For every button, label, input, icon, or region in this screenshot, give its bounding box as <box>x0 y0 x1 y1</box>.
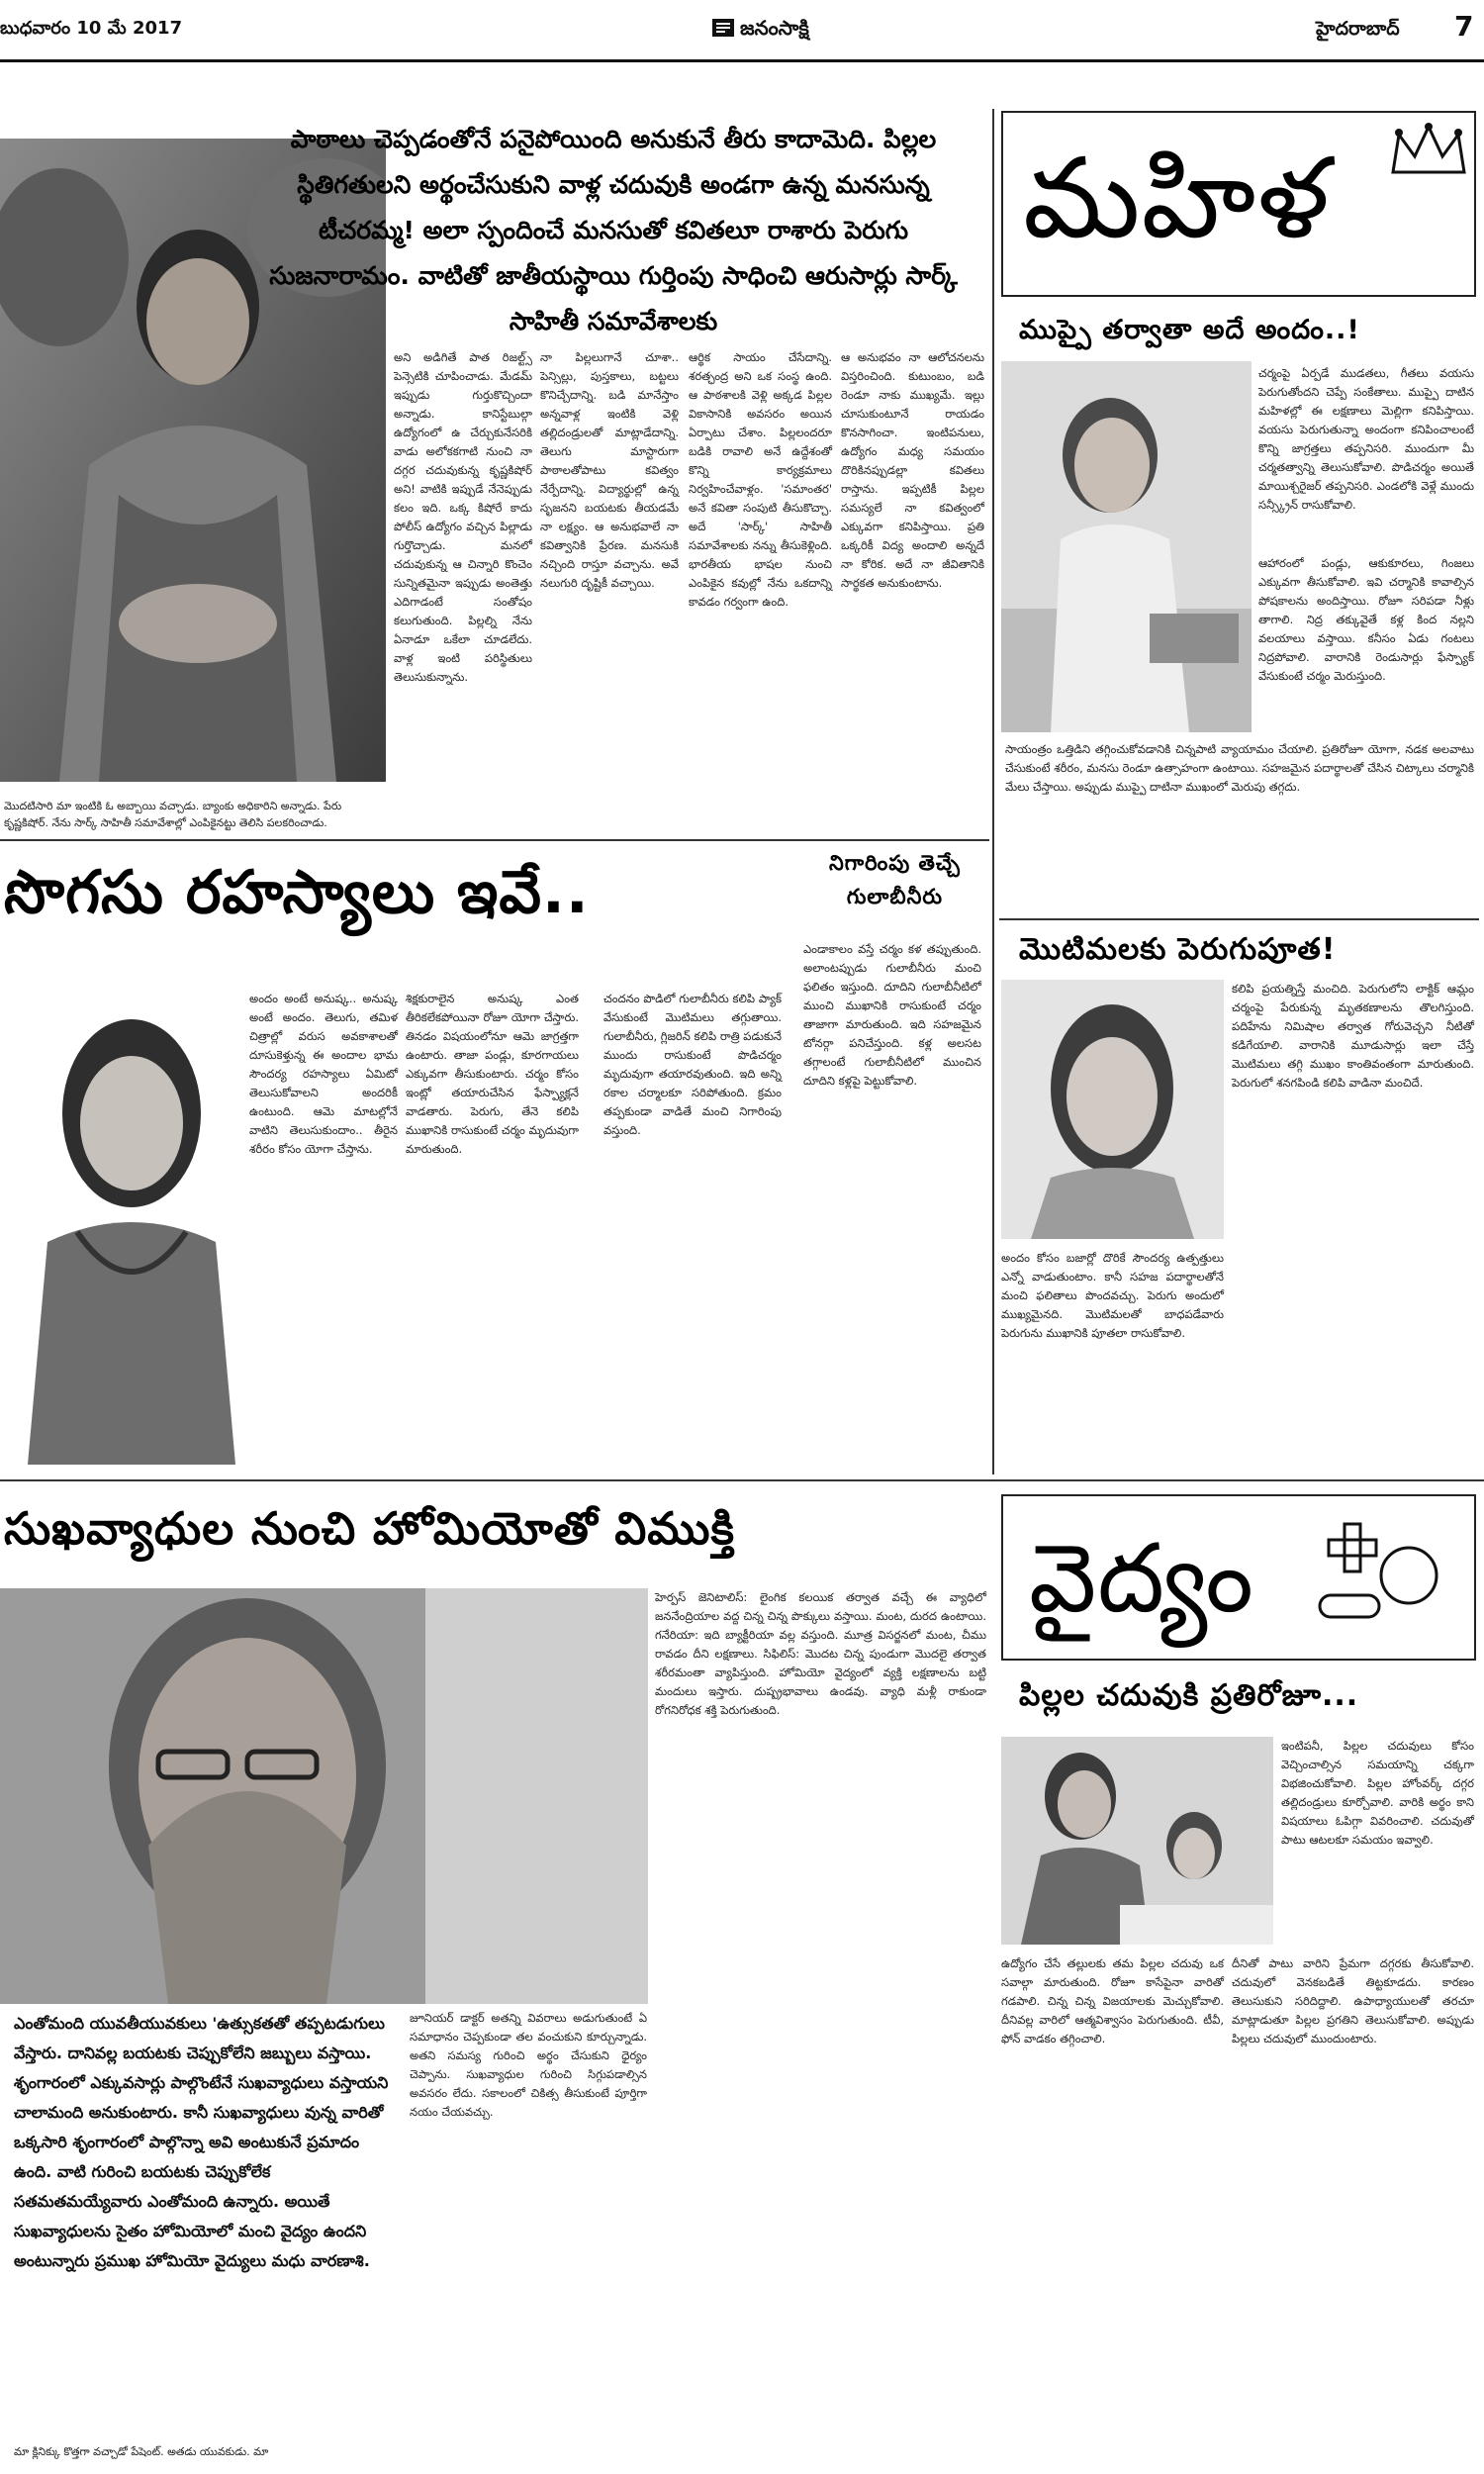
vaidyam-col-3: దీనితో పాటు వారిని ప్రేమగా దగ్గరకు తీసుకోవాలి. చదువులో వెనకబడితే తిట్టకూడదు. కారణం తెలుసుకుని సరిదిద్దాలి. ఉపాధ్యాయులతో తరచూ మాట్లాడుతూ పిల్లల ప్రగతిని తెలుసుకోవాలి. అప్పుడు పిల్లలు చదువులో ముందుంటారు. <box>1232 1956 1474 2046</box>
beauty-col-3: ఎండాకాలం వస్తే చర్మం కళ తప్పుతుంది. అలాంటప్పుడు గులాబీనీరు మంచి ఫలితం ఇస్తుంది. దూదిని గులాబీనీటిలో ముంచి ముఖానికి రాసుకుంటే చర్మం తాజాగా మారుతుంది. ఇది సహజమైన టోనర్గా పనిచేస్తుంది. కళ్ల అలసట తగ్గాలంటే గులాబీనీటిలో ముంచిన దూదిని కళ్లపై పెట్టుకోవాలి. <box>803 942 981 1088</box>
masthead-rule <box>0 59 1484 62</box>
mahila-col-2: ఆహారంలో పండ్లు, ఆకుకూరలు, గింజలు ఎక్కువగా తీసుకోవాలి. ఇవి చర్మానికి కావాల్సిన పోషకాలను అందిస్తాయి. రోజూ సరిపడా నీళ్లు తాగాలి. నిద్ర తక్కువైతే కళ్ల కింద నల్లని వలయాలు వస్తాయి. కనీసం ఏడు గంటలు నిద్రపోవాలి. వారానికి రెండుసార్లు ఫేస్ప్యాక్ వేసుకుంటే చర్మం మెరుస్తుంది. <box>1258 556 1474 683</box>
beauty-col-4: చందనం పొడిలో గులాబీనీరు కలిపి ప్యాక్ వేసుకుంటే మొటిమలు తగ్గుతాయి. గులాబీనీరు, గ్లిజరిన్ కలిపి రాత్రి పడుకునే ముందు రాసుకుంటే పొడిచర్మం మృదువుగా తయారవుతుంది. ఇది అన్ని రకాల చర్మాలకూ సరిపోతుంది. క్రమం తప్పకుండా వాడితే మంచి నిగారింపు వస్తుంది. <box>603 992 782 1137</box>
beauty-sub-headline: నిగారింపు తెచ్చే గులాబీనీరు <box>829 851 961 908</box>
acne-headline: మొటిమలకు పెరుగుపూత! <box>1019 932 1337 967</box>
mahila-col-1: చర్మంపై ఏర్పడే ముడతలు, గీతలు వయసు పెరుగుతోందని చెప్పే సంకేతాలు. ముప్పై దాటిన మహిళల్లో ఈ లక్షణాలు మెల్లిగా కనిపిస్తాయి. వయసు పెరుగుతున్నా అందంగా కనిపించాలంటే కొన్ని జాగ్రత్తలు తప్పనిసరి. ముందుగా మీ చర్మతత్వాన్ని తెలుసుకోవాలి. పొడిచర్మం అయితే మాయిశ్చరైజర్ తప్పనిసరి. ఎండలోకి వెళ్లే ముందు సన్స్క్రీన్ రాసుకోవాలి. <box>1258 366 1474 512</box>
mother-child-photo <box>1001 1737 1273 1945</box>
mahila-section-title: మహిళ <box>1023 135 1331 263</box>
health-lede-box <box>14 2009 400 2276</box>
vaidyam-section-banner <box>1001 1494 1476 1661</box>
health-col-3: హెర్పస్ జెనిటాలిస్: లైంగిక కలయిక తర్వాత వచ్చే ఈ వ్యాధిలో జననేంద్రియాల వద్ద చిన్న చిన్న పొక్కులు వస్తాయి. మంట, దురద ఉంటాయి. గనేరియా: ఇది బ్యాక్టీరియా వల్ల వస్తుంది. మూత్ర విసర్జనలో మంట, చీము రావడం దీని లక్షణాలు. సిఫిలిస్: మొదట చిన్న పుండుగా మొదలై తర్వాత శరీరమంతా వ్యాపిస్తుంది. హోమియో వైద్యంలో వ్యక్తి లక్షణాలను బట్టి మందులు ఇస్తారు. దుష్ప్రభావాలు ఉండవు. వ్యాధి మళ్లీ రాకుండా రోగనిరోధక శక్తి పెరుగుతుంది. <box>655 1590 986 1717</box>
masthead <box>0 0 1484 59</box>
masthead-city: హైదరాబాద్ <box>1316 18 1400 40</box>
feature-body <box>394 348 987 804</box>
acne-col-1: అందం కోసం బజార్లో దొరికే సౌందర్య ఉత్పత్తులు ఎన్నో వాడుతుంటాం. కానీ సహజ పదార్థాలతోనే మంచి ఫలితాలు పొందవచ్చు. పెరుగు అందులో ముఖ్యమైనది. మొటిమలతో బాధపడేవారు పెరుగును ముఖానికి పూతలా రాసుకోవాలి. <box>1001 1251 1224 1340</box>
feature-col-3: ఆర్థిక సాయం చేసేదాన్ని. శరత్ఛంద్ర అని ఒక సంస్థ ఉంది. ఆ పాఠశాలకి వెళ్లి అక్కడ పిల్లల వికాసానికి అవసరం అయిన ఏర్పాటు చేశాం. పిల్లలందరూ బడికి రావాలి అనే ఉద్దేశంతో కొన్ని కార్యక్రమాలు నిర్వహించేవాళ్లం. 'సమాంతర' అనే కవితా సంపుటి తీసుకొచ్చా. అదే 'సార్క్' సాహితీ సమావేశాలకు నన్ను తీసుకెళ్లింది. భారతీయ భాషల నుంచి ఎంపికైన కవుల్లో నేను ఒకదాన్ని కావడం గర్వంగా ఉంది. <box>689 350 832 609</box>
medical-cross-icon <box>1300 1516 1448 1639</box>
feature-lede <box>247 117 979 335</box>
actress-photo <box>8 985 245 1465</box>
mahila-body <box>1258 364 1478 515</box>
beauty-col-2: శిక్షకురాలైన అనుష్క ఎంత తీరికలేకపోయినా రోజూ యోగా చేస్తారు. తినడం విషయంలోనూ ఆమె జాగ్రత్తగా ఉంటారు. తాజా పండ్లు, కూరగాయలు ఎక్కువగా తీసుకుంటారు. చర్మం కోసం ఇంట్లో తయారుచేసిన ఫేస్ప్యాక్లనే వాడతారు. పెరుగు, తేనె కలిపి ముఖానికి రాసుకుంటే చర్మం మృదువుగా మారుతుంది. <box>406 992 579 1156</box>
worried-man-photo <box>0 1588 648 2004</box>
health-lede-text: ఎంతోమంది యువతీయువకులు 'ఉత్సుకతతో తప్పటడుగులు వేస్తారు. దానివల్ల బయటకు చెప్పుకోలేని జబ్బులు వస్తాయి. శృంగారంలో ఎక్కువసార్లు పాల్గొంటేనే సుఖవ్యాధులు వస్తాయని చాలామంది అనుకుంటారు. కానీ సుఖవ్యాధులు వున్న వారితో ఒక్కసారి శృంగారంలో పాల్గొన్నా అవి అంటుకునే ప్రమాదం ఉంది. వాటి గురించి బయటకు చెప్పుకోలేక సతమతమయ్యేవారు ఎంతోమంది ఉన్నారు. అయితే సుఖవ్యాధులను సైతం హోమియోలో మంచి వైద్యం ఉందని అంటున్నారు ప్రముఖ హోమియో వైద్యులు మధు వారణాశి. <box>14 2014 389 2270</box>
feature-lede-text: పాఠాలు చెప్పడంతోనే పనైపోయింది అనుకునే తీరు కాదామెది. పిల్లల స్థితిగతులని అర్థంచేసుకుని వాళ్ల చదువుకి అండగా ఉన్న మనసున్న టీచరమ్మ! అలా స్పందించే మనసుతో కవితలూ రాశారు పెరుగు సుజనారామం. వాటితో జాతీయస్థాయి గుర్తింపు సాధించి ఆరుసార్లు సార్క్ సాహితీ సమావేశాలకు <box>269 125 958 335</box>
vaidyam-headline: పిల్లల చదువుకి ప్రతిరోజూ... <box>1019 1678 1359 1713</box>
beauty-col-1: అందం అంటే అనుష్క.. అనుష్క అంటే అందం. తెలుగు, తమిళ చిత్రాల్లో వరుస అవకాశాలతో దూసుకెళ్తున్న ఈ అందాల భామ సౌందర్య రహస్యాలు ఏమిటో తెలుసుకోవాలని అందరికీ ఉంటుంది. ఆమె మాటల్లోనే వాటిని తెలుసుకుందాం.. తీరైన శరీరం కోసం యోగా చేస్తాను. <box>249 992 398 1156</box>
smiling-woman-photo <box>1001 361 1252 732</box>
vaidyam-col-1: ఇంటిపనీ, పిల్లల చదువులు కోసం వెచ్చించాల్సిన సమయాన్ని చక్కగా విభజించుకోవాలి. పిల్లల హోంవర్క్ దగ్గర తల్లిదండ్రులు కూర్చోవాలి. వారికి అర్థం కాని విషయాలు ఓపిగ్గా వివరించాలి. చదువుతో పాటు ఆటలకూ సమయం ఇవ్వాలి. <box>1281 1739 1474 1847</box>
vaidyam-col-2: ఉద్యోగం చేసే తల్లులకు తమ పిల్లల చదువు ఒక సవాల్గా మారుతుంది. రోజూ కాసేపైనా వారితో గడపాలి. చిన్న చిన్న విజయాలకు మెచ్చుకోవాలి. దీనివల్ల వారిలో ఆత్మవిశ్వాసం పెరుగుతుంది. టీవీ, ఫోన్ వాడకం తగ్గించాలి. <box>1001 1956 1224 2046</box>
page-number: 7 <box>1454 10 1474 43</box>
section-rule-3 <box>0 1479 1484 1481</box>
feature-col-1: అని అడిగితే పాత రిజల్ట్స్ పెన్సెటికి చూపించాడు. మేడమ్ ఇప్పుడు గుర్తుకొచ్చిందా అన్నాడు. కానిస్టేబుల్గా ఉద్యోగంలో ఉ చేర్చుకునేసరికి వాడు అలోకకగాటి నుంచి నా దగ్గర చదువుకున్న కృష్ణకిషోర్ అని! వాటికి ఇప్పుడే నేనెప్పుడు కలం ఇది. ఒక్క కిషోరే కాదు పోలీస్ ఉద్యోగం వచ్చిన పిల్లాడు గుర్తొచ్చాడు. మనలో చదువుకున్న ఆ చిన్నారి కొంచెం సున్నితమైనా ఇప్పుడు అంతెత్తు ఎదిగాడంటే సంతోషం కలుగుతుంది. పిల్లల్ని నేను ఏనాడూ ఒకేలా చూడలేదు. వాళ్ల ఇంటి పరిస్థితులు తెలుసుకున్నాను. <box>394 350 532 684</box>
feature-col-2: నా పిల్లలుగానే చూశా.. పెన్సిల్లు, పుస్తకాలు, బట్టలు కొనిచ్చేదాన్ని. బడి మానేస్తాం అన్నవాళ్ల ఇంటికి వెళ్లి తల్లిదండ్రులతో మాట్లాడేదాన్ని. తెలుగు మాస్టారుగా పాఠాలతోపాటు కవిత్వం నేర్పేదాన్ని. విద్యార్థుల్లో ఉన్న సృజనని బయటకు తీయడమే నా లక్ష్యం. ఆ అనుభవాలే నా కవిత్వానికి ప్రేరణ. మనసుకి నచ్చింది రాస్తూ వచ్చాను. అవే నలుగురి దృష్టికీ వచ్చాయి. <box>540 350 679 590</box>
column-divider <box>992 109 994 1475</box>
feature-caption: మొదటిసారి మా ఇంటికి ఓ అబ్బాయి వచ్చాడు. బ్యాంకు అధికారిని అన్నాడు. పేరు కృష్ణకిషోర్. నేను సార్క్ సాహితీ సమావేశాల్లో ఎంపికైనట్టు తెలిసి పలకరించాడు. <box>4 800 342 829</box>
crown-icon <box>1389 123 1468 186</box>
beauty-headline: సొగసు రహస్యాలు ఇవే.. <box>4 858 590 927</box>
mahila-section-banner <box>1001 111 1476 297</box>
vaidyam-section-title: వైద్యం <box>1029 1523 1254 1634</box>
acne-col-2: కలిపి ప్రయత్నిస్తే మంచిది. పెరుగులోని లాక్టిక్ ఆమ్లం చర్మంపై పేరుకున్న మృతకణాలను తొలగిస్తుంది. పదిహేను నిమిషాల తర్వాత గోరువెచ్చని నీటితో కడిగేయాలి. వారానికి మూడుసార్లు ఇలా చేస్తే మొటిమలు తగ్గి ముఖం కాంతివంతంగా మారుతుంది. పెరుగులో శనగపిండి కలిపి వాడినా మంచిదే. <box>1232 982 1474 1090</box>
health-col-2: జూనియర్ డాక్టర్ అతన్ని వివరాలు అడుగుతుంటే ఏ సమాధానం చెప్పకుండా తల వంచుకుని కూర్చున్నాడు. అతని సమస్య గురించి అర్థం చేసుకుని ధైర్యం చెప్పాను. సుఖవ్యాధుల గురించి సిగ్గుపడాల్సిన అవసరం లేదు. సకాలంలో చికిత్స తీసుకుంటే పూర్తిగా నయం చేయవచ్చు. <box>410 2011 647 2119</box>
section-rule-2 <box>999 918 1479 920</box>
health-headline: సుఖవ్యాధుల నుంచి హోమియోతో విముక్తి <box>4 1502 735 1555</box>
paper-logo-icon <box>710 15 736 45</box>
paper-name: జనంసాక్షి <box>740 16 809 40</box>
health-caption: మా క్లినిక్కు కొత్తగా వచ్చాడో పేషెంట్. అతడు యువకుడు. మా <box>14 2445 269 2458</box>
section-rule-1 <box>0 839 989 841</box>
masthead-date: బుధవారం 10 మే 2017 <box>0 18 183 39</box>
mahila-headline: ముప్పై తర్వాతా అదే అందం..! <box>1019 315 1360 345</box>
mahila-bottom: సాయంత్రం ఒత్తిడిని తగ్గించుకోవడానికి చిన్నపాటి వ్యాయామం చేయాలి. ప్రతిరోజూ యోగా, నడక అలవాటు చేసుకుంటే శరీరం, మనసు రెండూ ఉత్సాహంగా ఉంటాయి. సహజమైన పదార్థాలతో చేసిన చిట్కాలు చర్మానికి మేలు చేస్తాయి. అప్పుడు ముప్పై దాటినా ముఖంలో మెరుపు తగ్గదు. <box>1005 742 1474 794</box>
girl-smiling-photo <box>1001 980 1224 1239</box>
feature-col-4: ఆ అనుభవం నా ఆలోచనలను విస్తరించింది. కుటుంబం, బడి రెండూ నాకు ముఖ్యమే. ఇల్లు చూసుకుంటూనే రాయడం కొనసాగించా. ఇంటిపనులు, ఉద్యోగం మధ్య సమయం దొరికినప్పుడల్లా కవితలు రాస్తాను. ఇప్పటికీ పిల్లల సమస్యలే నా కవిత్వంలో ఎక్కువగా కనిపిస్తాయి. ప్రతి ఒక్కరికీ విద్య అందాలి అన్నదే నా కోరిక. అదే నా జీవితానికి సార్థకత అనుకుంటాను. <box>841 350 984 590</box>
